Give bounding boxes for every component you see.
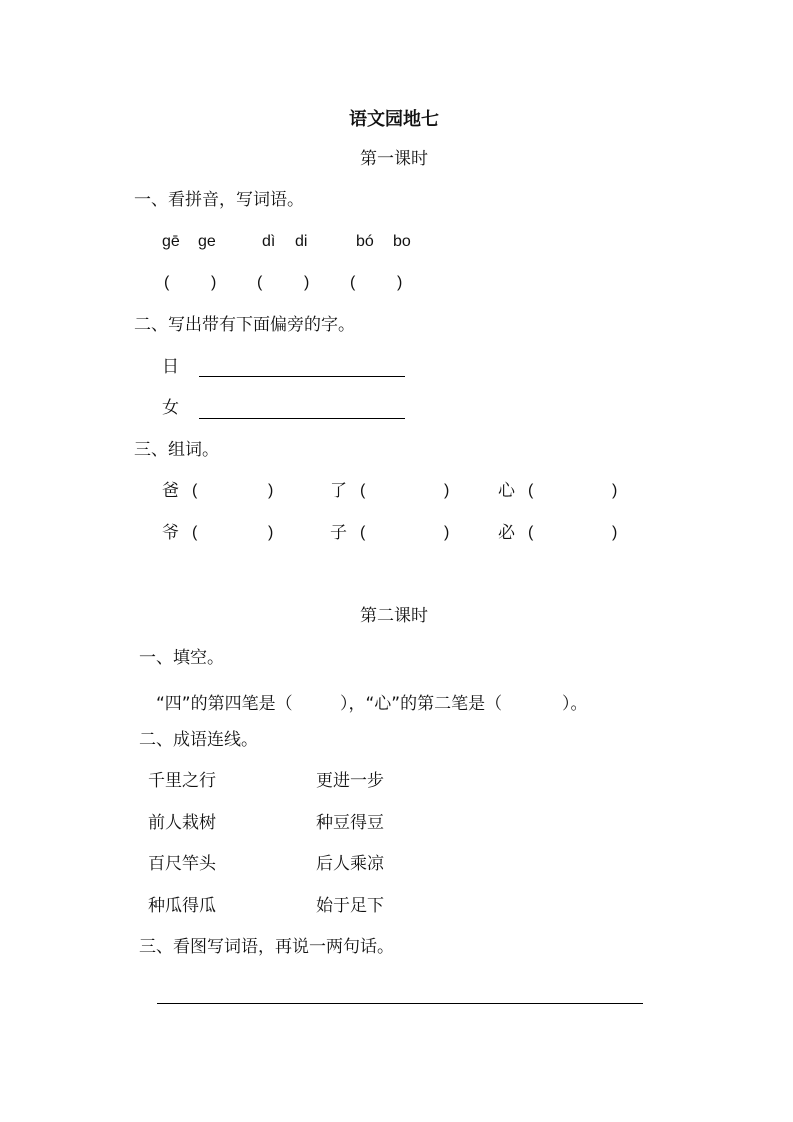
word-char: 爷 <box>162 523 179 543</box>
l2-q1-label: 一、填空。 <box>139 648 224 668</box>
paren-open: ( <box>164 274 170 291</box>
answer-blank[interactable] <box>200 480 266 500</box>
paren-open: ( <box>528 524 534 541</box>
word-char: 子 <box>330 523 347 543</box>
paren-close: ) <box>444 524 450 541</box>
word-char: 爸 <box>162 481 179 501</box>
paren-close: ) <box>304 274 310 291</box>
paren-open: ( <box>257 274 263 291</box>
answer-blank[interactable] <box>536 522 608 542</box>
word-char: 了 <box>330 481 347 501</box>
answer-line[interactable] <box>199 376 405 377</box>
answer-blank[interactable] <box>368 522 440 542</box>
idiom-item[interactable]: 后人乘凉 <box>316 854 384 874</box>
idiom-item[interactable]: 前人栽树 <box>148 813 216 833</box>
pinyin: gē <box>162 233 180 250</box>
paren-close: ) <box>211 274 217 291</box>
pinyin: bo <box>393 233 411 250</box>
pinyin: bó <box>356 233 374 250</box>
l1-q3-label: 三、组词。 <box>134 440 219 460</box>
paren-open: ( <box>360 482 366 499</box>
paren-open: ( <box>192 524 198 541</box>
paren-close: ) <box>612 524 618 541</box>
radical: 日 <box>162 357 179 377</box>
page-title: 语文园地七 <box>349 109 439 130</box>
idiom-item[interactable]: 更进一步 <box>316 771 384 791</box>
pinyin: ge <box>198 233 216 250</box>
paren-open: ( <box>350 274 356 291</box>
paren-open: ( <box>528 482 534 499</box>
paren-close: ) <box>397 274 403 291</box>
answer-blank[interactable] <box>306 692 342 712</box>
paren-open: ( <box>192 482 198 499</box>
idiom-item[interactable]: 始于足下 <box>316 896 384 916</box>
paren-close: ) <box>268 524 274 541</box>
sentence-text: ）。 <box>562 694 588 714</box>
answer-line[interactable] <box>199 418 405 419</box>
lesson2-heading: 第二课时 <box>360 606 428 626</box>
answer-blank[interactable] <box>200 522 266 542</box>
answer-blank[interactable] <box>265 272 303 292</box>
idiom-item[interactable]: 百尺竿头 <box>148 854 216 874</box>
paren-close: ) <box>612 482 618 499</box>
paren-open: ( <box>360 524 366 541</box>
l2-q3-label: 三、看图写词语，再说一两句话。 <box>139 937 394 957</box>
answer-blank[interactable] <box>358 272 396 292</box>
l2-q2-label: 二、成语连线。 <box>139 730 258 750</box>
idiom-item[interactable]: 种豆得豆 <box>316 813 384 833</box>
pinyin: di <box>295 233 308 250</box>
paren-close: ) <box>444 482 450 499</box>
sentence-text: ），“心”的第二笔是（ <box>340 694 503 714</box>
sentence-text: “四”的第四笔是（ <box>156 694 293 714</box>
word-char: 必 <box>498 523 515 543</box>
word-char: 心 <box>498 481 515 501</box>
answer-blank[interactable] <box>172 272 210 292</box>
answer-blank[interactable] <box>536 480 608 500</box>
l1-q1-label: 一、看拼音，写词语。 <box>134 190 304 210</box>
pinyin: dì <box>262 233 276 250</box>
idiom-item[interactable]: 种瓜得瓜 <box>148 896 216 916</box>
l1-q2-label: 二、写出带有下面偏旁的字。 <box>134 315 355 335</box>
answer-line[interactable] <box>157 1003 643 1004</box>
lesson1-heading: 第一课时 <box>360 149 428 169</box>
answer-blank[interactable] <box>528 692 564 712</box>
paren-close: ) <box>268 482 274 499</box>
answer-blank[interactable] <box>368 480 440 500</box>
idiom-item[interactable]: 千里之行 <box>148 771 216 791</box>
radical: 女 <box>162 398 179 418</box>
